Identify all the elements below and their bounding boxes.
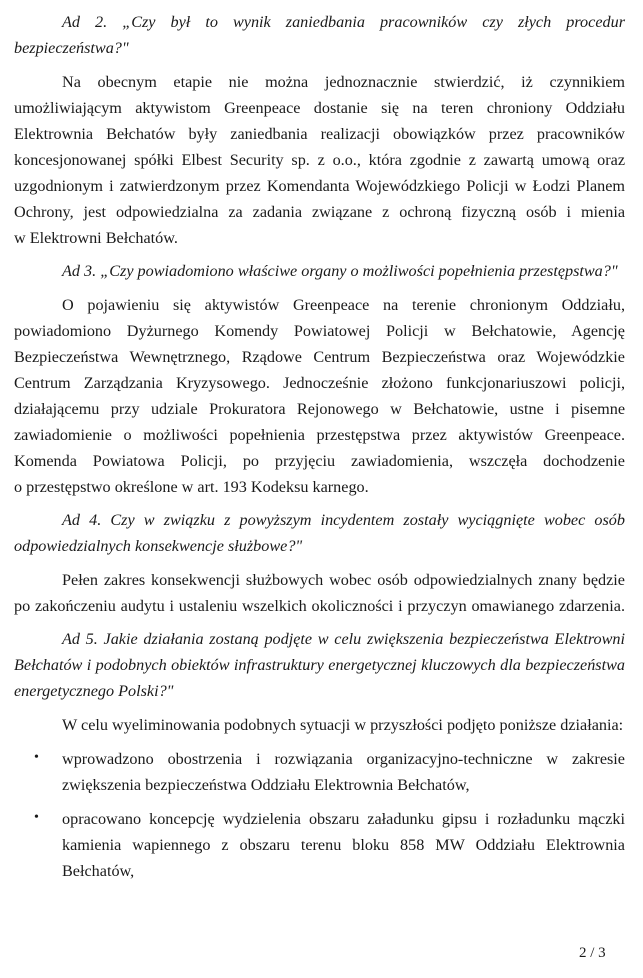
answer-2-line-2: umożliwiającym aktywistom Greenpeace dostanie się na teren chroniony Oddziału: [14, 99, 625, 117]
list-item-line: opracowano koncepcję wydzielenia obszaru załadunku gipsu i rozładunku mączki: [62, 810, 625, 828]
answer-5-intro: W celu wyeliminowania podobnych sytuacji w przyszłości podjęto poniższe działania:: [62, 716, 624, 734]
list-item-line: kamienia wapiennego z obszaru terenu bloku 858 MW Oddziału Elektrownia: [62, 836, 625, 854]
answer-4-line-1: Pełen zakres konsekwencji służbowych wobec osób odpowiedzialnych znany będzie: [62, 571, 625, 589]
answer-3-line-8: o przestępstwo określone w art. 193 Kodeksu karnego.: [14, 478, 369, 496]
question-4-line-1: Ad 4. Czy w związku z powyższym incydentem zostały wyciągnięte wobec osób: [62, 511, 625, 529]
question-4-line-2: odpowiedzialnych konsekwencje służbowe?": [14, 537, 303, 555]
answer-3-line-7: Komenda Powiatowa Policji, po przyjęciu zawiadomienia, wszczęła dochodzenie: [14, 452, 625, 470]
answer-2-line-1: Na obecnym etapie nie można jednoznacznie stwierdzić, iż czynnikiem: [62, 73, 625, 91]
bullet-icon: •: [34, 750, 39, 765]
list-item-line: zwiększenia bezpieczeństwa Oddziału Elektrownia Bełchatów,: [62, 776, 470, 794]
answer-2-line-7: w Elektrowni Bełchatów.: [14, 229, 178, 247]
question-5-line-3: energetycznego Polski?": [14, 682, 174, 700]
question-3-line-1: Ad 3. „Czy powiadomiono właściwe organy o możliwości popełnienia przestępstwa?": [62, 262, 618, 280]
answer-3-line-6: zawiadomienie o możliwości popełnienia przestępstwa przez aktywistów Greenpeace.: [14, 426, 625, 444]
answer-3-line-1: O pojawieniu się aktywistów Greenpeace na terenie chronionym Oddziału,: [62, 296, 625, 314]
bullet-icon: •: [34, 810, 39, 825]
answer-2-line-5: uzgodnionym i zatwierdzonym przez Komendanta Wojewódzkiego Policji w Łodzi Planem: [14, 177, 625, 195]
answer-2-line-3: Elektrownia Bełchatów były zaniedbania realizacji obowiązków przez pracowników: [14, 125, 625, 143]
answer-3-line-5: działającemu przy udziale Prokuratora Rejonowego w Bełchatowie, ustne i pisemne: [14, 400, 625, 418]
question-2-line-2: bezpieczeństwa?": [14, 39, 129, 57]
page-number: 2 / 3: [579, 945, 606, 961]
answer-2-line-6: Ochrony, jest odpowiedzialna za zadania związane z ochroną fizyczną osób i mienia: [14, 203, 625, 221]
answer-2-line-4: koncesjonowanej spółki Elbest Security sp. z o.o., która zgodnie z zawartą umową oraz: [14, 151, 625, 169]
list-item-line: Bełchatów,: [62, 862, 135, 880]
list-item-line: wprowadzono obostrzenia i rozwiązania organizacyjno-techniczne w zakresie: [62, 750, 625, 768]
question-5-line-2: Bełchatów i podobnych obiektów infrastruktury energetycznej kluczowych dla bezpieczeństwa: [14, 656, 625, 674]
answer-3-line-3: Bezpieczeństwa Wewnętrznego, Rządowe Centrum Bezpieczeństwa oraz Wojewódzkie: [14, 348, 625, 366]
answer-4-line-2: po zakończeniu audytu i ustaleniu wszelkich okoliczności i przyczyn omawianego zdarzenia.: [14, 597, 625, 615]
question-5-line-1: Ad 5. Jakie działania zostaną podjęte w celu zwiększenia bezpieczeństwa Elektrowni: [62, 630, 625, 648]
answer-3-line-4: Centrum Zarządzania Kryzysowego. Jednocześnie złożono funkcjonariuszowi policji,: [14, 374, 625, 392]
question-2-line-1: Ad 2. „Czy był to wynik zaniedbania pracowników czy złych procedur: [62, 13, 625, 31]
answer-3-line-2: powiadomiono Dyżurnego Komendy Powiatowej Policji w Bełchatowie, Agencję: [14, 322, 625, 340]
